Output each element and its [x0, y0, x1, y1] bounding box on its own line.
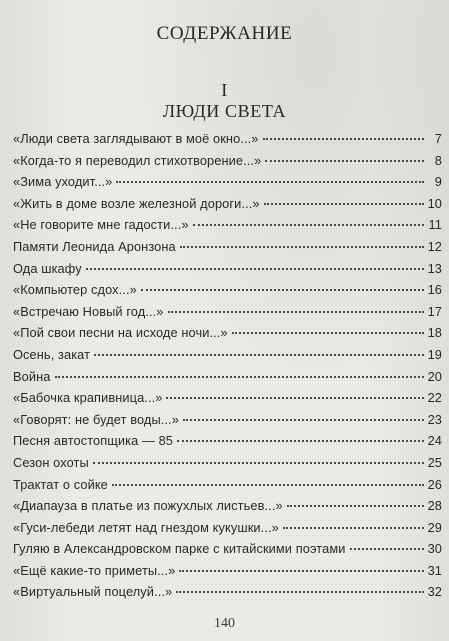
toc-entry-title: «Говорят: не будет воды...»: [13, 411, 179, 427]
toc-entry-title: «Не говорите мне гадости...»: [13, 217, 189, 233]
page-title: СОДЕРЖАНИЕ: [156, 23, 293, 44]
toc-entry: [13, 239, 442, 261]
toc-entry-title: «Бабочка крапивница...»: [13, 390, 163, 406]
dot-leader: [183, 419, 424, 421]
toc-entry-page: 18: [427, 325, 442, 341]
dot-leader: [193, 224, 424, 226]
toc-entry: [13, 477, 442, 499]
toc-entry: [13, 455, 442, 477]
toc-entry-title: «Виртуальный поцелуй...»: [13, 584, 173, 600]
toc-entry-title: Песня автостопщика — 85: [13, 433, 174, 449]
toc-entry-page: 10: [427, 195, 442, 211]
toc-entry-page: 31: [427, 562, 442, 578]
dot-leader: [350, 548, 424, 550]
toc-entry-title: Ода шкафу: [13, 260, 82, 276]
toc-entry-page: 11: [428, 217, 442, 233]
toc-entry: [13, 153, 442, 175]
toc-entry: [13, 563, 442, 585]
dot-leader: [179, 570, 423, 572]
toc-entry-page: 29: [427, 519, 442, 535]
toc-entry: [13, 433, 442, 455]
dot-leader: [166, 397, 423, 399]
dot-leader: [177, 440, 424, 442]
toc-entry-title: «Когда-то я переводил стихотворение...»: [13, 152, 262, 168]
dot-leader: [176, 591, 423, 593]
toc-entry-page: 17: [427, 303, 442, 319]
toc-entry-title: Памяти Леонида Аронзона: [13, 238, 176, 254]
dot-leader: [55, 376, 424, 378]
toc-entry-page: 22: [427, 390, 442, 406]
dot-leader: [232, 332, 424, 334]
toc-entry-title: «Компьютер сдох...»: [13, 282, 137, 298]
toc-entry: [13, 261, 442, 283]
toc-entry-title: «Встречаю Новый год...»: [13, 303, 164, 319]
toc-entry: [13, 412, 442, 434]
dot-leader: [112, 484, 424, 486]
dot-leader: [94, 354, 423, 356]
dot-leader: [86, 268, 424, 270]
toc-entry: [13, 196, 442, 218]
toc-entry-page: 32: [427, 584, 442, 600]
toc-entry-page: 19: [427, 346, 442, 362]
toc-entry-page: 24: [427, 433, 442, 449]
toc-entry-title: «Пой свои песни на исходе ночи...»: [13, 325, 228, 341]
toc-entry: [13, 541, 442, 563]
section-title: ЛЮДИ СВЕТА: [162, 101, 287, 121]
dot-leader: [263, 138, 425, 140]
toc-entry: [13, 390, 442, 412]
dot-leader: [141, 289, 424, 291]
toc-entry-title: Гуляю в Александровском парке с китайскими поэтами: [13, 541, 346, 557]
toc-entry-page: 23: [427, 411, 442, 427]
toc-entry: [13, 369, 442, 391]
dot-leader: [265, 160, 424, 162]
toc-entry-page: 28: [427, 498, 442, 514]
toc-entry: [13, 131, 442, 153]
toc-entry-page: 25: [427, 454, 442, 470]
toc-entry: [13, 174, 442, 196]
toc-entry-title: «Ещё какие-то приметы...»: [13, 562, 176, 578]
toc-entry-title: «Люди света заглядывают в моё окно...»: [13, 131, 259, 146]
toc-entry-page: 30: [427, 541, 442, 557]
toc-entry-page: 16: [427, 282, 442, 298]
toc-entry-page: 9: [434, 174, 442, 190]
toc-entry-title: Трактат о сойке: [13, 476, 108, 492]
dot-leader: [287, 505, 424, 507]
dot-leader: [264, 203, 424, 205]
toc-entry-title: Осень, закат: [13, 346, 91, 362]
toc-entry-page: 13: [427, 260, 442, 276]
toc-entry-title: «Жить в доме возле железной дороги...»: [13, 195, 260, 211]
toc-entry-title: «Диапауза в платье из пожухлых листьев...»: [13, 498, 283, 514]
toc-entry: [13, 520, 442, 542]
toc-entry-title: «Зима уходит...»: [13, 174, 113, 190]
toc-entry-page: 12: [427, 238, 442, 254]
toc-entry: [13, 498, 442, 520]
toc-entry: [13, 217, 442, 239]
toc-entry-page: 7: [434, 131, 442, 146]
toc-entry: [13, 325, 442, 347]
toc-entry-title: Война: [13, 368, 51, 384]
dot-leader: [283, 527, 424, 529]
toc-entry: [13, 282, 442, 304]
toc-entry-title: «Гуси-лебеди летят над гнездом кукушки...»: [13, 519, 279, 535]
toc-entry-title: Сезон охоты: [13, 454, 89, 470]
toc-entry: [13, 304, 442, 326]
toc-entry-page: 26: [427, 476, 442, 492]
toc-entry: [13, 584, 442, 606]
dot-leader: [168, 311, 424, 313]
page-number: 140: [214, 616, 235, 631]
toc-entry-page: 8: [434, 152, 442, 168]
section-number: I: [221, 80, 228, 100]
table-of-contents: [13, 131, 442, 606]
toc-entry: [13, 347, 442, 369]
toc-entry-page: 20: [427, 368, 442, 384]
dot-leader: [93, 462, 424, 464]
dot-leader: [116, 181, 424, 183]
dot-leader: [180, 246, 424, 248]
